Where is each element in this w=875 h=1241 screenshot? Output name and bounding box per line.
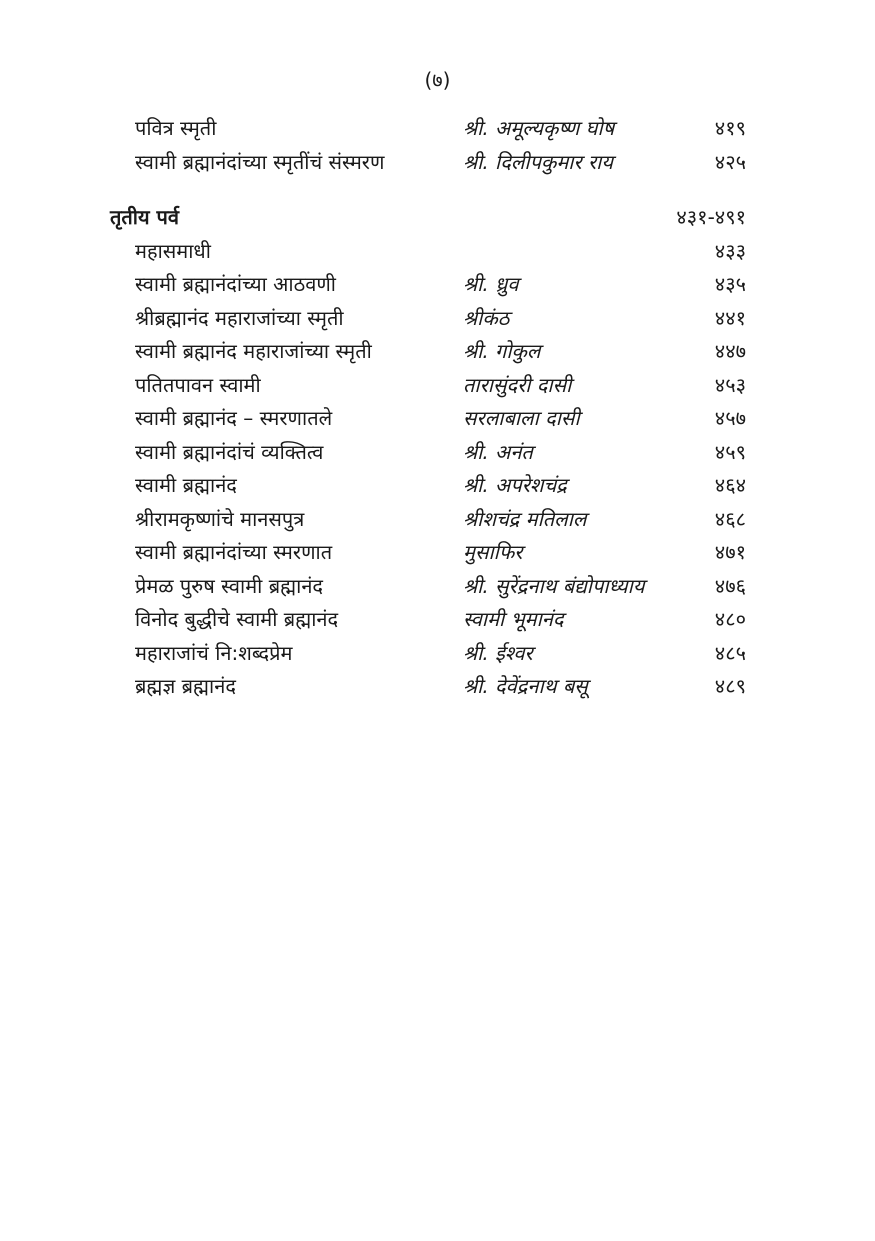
entry-author: श्री. गोकुल bbox=[463, 339, 541, 363]
toc-entry bbox=[0, 536, 875, 570]
entry-page-number: ४३५ bbox=[714, 272, 746, 296]
entry-page-number: ४५३ bbox=[714, 372, 746, 397]
entry-author: श्री. अमूल्यकृष्ण घोष bbox=[463, 116, 615, 140]
entry-title: स्वामी ब्रह्मानंदांचं व्यक्तित्व bbox=[135, 439, 324, 464]
toc-entry bbox=[0, 235, 875, 269]
entry-page-number: ४७१ bbox=[714, 540, 746, 564]
section-heading-row bbox=[0, 201, 875, 235]
toc-entry bbox=[0, 603, 875, 637]
entry-title: पवित्र स्मृती bbox=[135, 116, 217, 140]
entry-author: श्री. ध्रुव bbox=[463, 272, 519, 296]
entry-title: स्वामी ब्रह्मानंद – स्मरणातले bbox=[135, 406, 333, 430]
entry-author: श्रीशचंद्र मतिलाल bbox=[463, 506, 587, 531]
entry-title: विनोद बुद्धीचे स्वामी ब्रह्मानंद bbox=[135, 607, 339, 631]
entry-author: श्री. ईश्वर bbox=[463, 640, 533, 665]
toc-entry bbox=[0, 402, 875, 436]
section-entries bbox=[0, 235, 875, 704]
entry-author: स्वामी भूमानंद bbox=[463, 607, 564, 631]
entry-title: स्वामी ब्रह्मानंदांच्या स्मृतींचं संस्मरण bbox=[135, 149, 385, 174]
entry-page-number: ४८० bbox=[714, 607, 746, 631]
entry-title: श्रीब्रह्मानंद महाराजांच्या स्मृती bbox=[135, 305, 344, 330]
entry-page-number: ४५९ bbox=[714, 439, 746, 464]
entry-author: श्री. देवेंद्रनाथ बसू bbox=[463, 674, 588, 698]
entry-page-number: ४३३ bbox=[714, 238, 746, 263]
toc-entry bbox=[0, 369, 875, 403]
table-of-contents bbox=[0, 112, 875, 704]
entry-page-number: ४८५ bbox=[714, 640, 746, 665]
entry-page-number: ४४१ bbox=[714, 305, 746, 330]
toc-entry bbox=[0, 670, 875, 704]
entry-page-number: ४७६ bbox=[714, 573, 746, 598]
page-number: (७) bbox=[424, 68, 451, 92]
entry-author: मुसाफिर bbox=[463, 540, 523, 564]
toc-entry bbox=[0, 570, 875, 604]
entry-page-number: ४६४ bbox=[714, 473, 746, 497]
entry-author: श्रीकंठ bbox=[463, 305, 510, 330]
entry-title: स्वामी ब्रह्मानंदांच्या स्मरणात bbox=[135, 540, 333, 564]
entry-title: श्रीरामकृष्णांचे मानसपुत्र bbox=[135, 506, 305, 531]
entry-title: पतितपावन स्वामी bbox=[135, 372, 261, 397]
toc-entry bbox=[0, 302, 875, 336]
entry-page-number: ४१९ bbox=[714, 116, 746, 140]
toc-entry bbox=[0, 335, 875, 369]
entry-title: स्वामी ब्रह्मानंदांच्या आठवणी bbox=[135, 272, 336, 296]
entry-page-number: ४४७ bbox=[714, 339, 746, 363]
entry-title: स्वामी ब्रह्मानंद महाराजांच्या स्मृती bbox=[135, 339, 372, 363]
entry-page-number: ४२५ bbox=[714, 149, 746, 174]
entries-before-section bbox=[0, 112, 875, 179]
section-page-range: ४३१-४९१ bbox=[676, 205, 746, 229]
entry-author: सरलाबाला दासी bbox=[463, 406, 580, 430]
entry-title: ब्रह्मज्ञ ब्रह्मानंद bbox=[135, 674, 236, 698]
toc-entry bbox=[0, 146, 875, 180]
entry-author: श्री. अपरेशचंद्र bbox=[463, 473, 567, 497]
entry-author: श्री. सुरेंद्रनाथ बंद्योपाध्याय bbox=[463, 573, 645, 598]
entry-title: स्वामी ब्रह्मानंद bbox=[135, 473, 237, 497]
toc-entry bbox=[0, 637, 875, 671]
entry-author: श्री. दिलीपकुमार राय bbox=[463, 149, 613, 174]
entry-author: श्री. अनंत bbox=[463, 439, 533, 464]
entry-page-number: ४८९ bbox=[714, 674, 746, 698]
toc-entry bbox=[0, 268, 875, 302]
entry-title: महाराजांचं नि:शब्दप्रेम bbox=[135, 640, 293, 665]
section-title: तृतीय पर्व bbox=[110, 205, 180, 229]
toc-entry bbox=[0, 112, 875, 146]
entry-author: तारासुंदरी दासी bbox=[463, 372, 572, 397]
entry-title: प्रेमळ पुरुष स्वामी ब्रह्मानंद bbox=[135, 573, 324, 598]
toc-entry bbox=[0, 503, 875, 537]
entry-page-number: ४५७ bbox=[714, 406, 746, 430]
entry-page-number: ४६८ bbox=[714, 506, 746, 531]
toc-entry bbox=[0, 436, 875, 470]
entry-title: महासमाधी bbox=[135, 238, 211, 263]
section-gap bbox=[0, 179, 875, 201]
toc-entry bbox=[0, 469, 875, 503]
